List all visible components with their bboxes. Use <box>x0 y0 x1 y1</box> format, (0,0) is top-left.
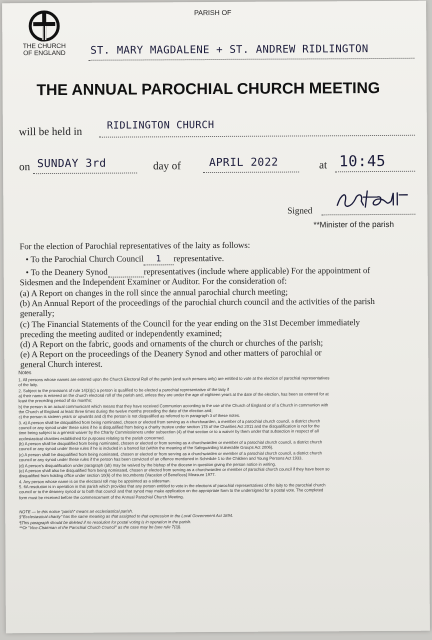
parish-name-line <box>88 58 414 61</box>
meeting-day: SUNDAY 3rd <box>37 156 107 171</box>
pcc-count-field <box>144 253 174 265</box>
logo-text-line2: OF ENGLAND <box>23 49 66 58</box>
note-line: 3. a) A person shall be disqualified from being nominated, chosen or elected from serving as a churchwarden, a member of a parochial church council, a district church <box>18 418 321 425</box>
footnotes <box>19 507 423 531</box>
footnote-line: §"Ecclesiastical charity" has the same meaning as that assigned to that expression in the Local Government Act 1894. <box>19 513 234 520</box>
note-line: disqualified from holding office under section 10(6) of the Incumbents (Vacation of Benefices) Measure 1977. <box>18 472 216 479</box>
note-line: time being subject to a general waiver by the Charity Commissioners under subsection (4) of that section or to a waiver by them under that subsection in respect of all <box>18 428 319 436</box>
note-line: c) the person is sixteen years or upwards and d) the person is not disqualified as referred to in paragraph 3 of these notes. <box>18 413 241 420</box>
meeting-time: 10:45 <box>338 151 386 171</box>
report-item: generally; <box>19 308 55 319</box>
signature-line <box>321 214 415 216</box>
note-line: 1. All persons whose names are entered upon the Church Electoral Roll of the parish (and such persons only) are entitled to vote at the election of parochial representatives <box>18 375 330 383</box>
report-item: (b) An Annual Report of the proceedings of the parochial church council and the activities of the parish <box>19 296 375 309</box>
notes-label: Notes <box>18 370 32 377</box>
note-line: council or to the deanery synod or to both that council and that synod may make application on the appropriate form to the undersigned for a postal vote. The completed <box>19 487 324 495</box>
note-line: least the preceding period of six months; <box>18 398 93 404</box>
sidesmen-line: Sidesmen and the Independent Examiner or Auditor. For the consideration of: <box>19 275 287 288</box>
note-line: the Church of England at least three times during the twelve months preceding the date of the election and; <box>18 408 213 415</box>
footnote-line: **Or "Vice-Chairman of the Parochial Church Council" as the case may be (see rule 7(3)). <box>19 524 182 531</box>
signed-label: Signed <box>287 205 313 216</box>
report-item: general Church interest. <box>20 359 103 370</box>
month-line <box>203 171 299 173</box>
note-line: 4. Any person whose name is on the electoral roll may be appointed as a sidesman. <box>18 477 171 484</box>
report-item: (e) A Report on the proceedings of the Deanery Synod and other matters of parochial or <box>20 347 322 360</box>
note-line: council or any synod under these rules if he is included in a barred list (within the meaning of the Safeguarding Vulnerable Groups Act 2006). <box>18 445 274 452</box>
parish-name: ST. MARY MAGDALENE + ST. ANDREW RIDLINGTON <box>90 43 369 57</box>
time-line <box>335 171 415 172</box>
pcc-suffix: representative. <box>173 252 225 264</box>
at-label: at <box>319 159 328 172</box>
pcc-count: 1 <box>155 254 162 265</box>
note-line: (d) A person's disqualification under paragraph (ab) may be waived by the bishop of the diocese in question giving the person notice in writing. <box>18 461 276 468</box>
day-line <box>33 172 137 174</box>
venue-line <box>99 135 415 138</box>
report-list <box>20 286 424 370</box>
election-intro: For the election of Parochial representatives of the laity as follows: <box>19 239 251 252</box>
deanery-suffix: representatives (include where applicable) For the appointment of <box>143 265 371 277</box>
cross-emblem-icon <box>27 9 61 43</box>
meeting-month-year: APRIL 2022 <box>209 155 279 170</box>
church-of-england-logo <box>14 9 74 57</box>
minister-signature <box>333 187 413 213</box>
footnote-line: ¶This paragraph should be deleted if no resolution for postal voting is in operation in the parish. <box>19 518 192 525</box>
note-line: council or any synod under these rules if he is disqualified from being a charity trustee under section 178 of the Charities Act 2011 and the disqualification is not for the <box>18 423 320 431</box>
minister-label: **Minister of the parish <box>313 219 394 230</box>
report-item: (d) A Report on the fabric, goods and ornaments of the church or churches of the parish; <box>20 337 324 350</box>
report-item: preceding the meeting audited or independently examined; <box>20 327 223 340</box>
footnote-line: NOTE — In this notice "parish" means an ecclesiastical parish. <box>19 508 133 515</box>
report-item: (c) The Financial Statements of the Council for the year ending on the 31st December immediately <box>20 316 360 329</box>
note-line: b) the person is an actual communicant which means that they have received Communion according to the use of the Church of England or of a Church in communion with <box>18 402 329 409</box>
note-line: 2. Subject to the provisions of rule 14(3)(c) a person is qualified to be elected a parochial representative of the laity if <box>18 386 229 393</box>
note-line: council or any synod under these rules if the person has been convicted of an offence mentioned in Schedule 1 to the Children and Young Persons Act 1933. <box>18 455 303 463</box>
page-title: THE ANNUAL PAROCHIAL CHURCH MEETING <box>36 79 381 100</box>
venue: RIDLINGTON CHURCH <box>106 120 215 132</box>
note-line: (e) A person shall also be disqualified from being nominated, chosen or elected from serving as a churchwarden or member of parochial church council if they have been so <box>18 466 330 474</box>
notice-sheet <box>2 1 430 634</box>
logo-text-line1: THE CHURCH <box>22 42 66 51</box>
note-line: a) their name is entered on the church electoral roll of the parish and, unless they are under the age of eighteen years at the date of the election, has been so entered for at <box>18 391 329 399</box>
pcc-prefix: • To the Parochial Church Council <box>25 253 144 265</box>
note-line: ecclesiastical charities established for purposes relating to the parish concerned. <box>18 435 165 441</box>
note-line: of the laity. <box>18 382 38 388</box>
note-line: (c) A person shall be disqualified from being nominated, chosen or elected or from serving as a churchwarden or member of a parochial church council, a district church <box>18 450 322 458</box>
held-in-label: will be held in <box>18 125 83 139</box>
report-item: (a) A Report on changes in the roll since the annual parochial church meeting; <box>19 286 288 299</box>
note-line: 5. 6A resolution is in operation in this parish which provides that any person entitled to vote in the elections of parochial representatives of the laity to the parochial church <box>19 482 326 490</box>
day-of-label: day of <box>153 160 181 173</box>
pcc-line <box>26 253 224 266</box>
notes-list <box>18 375 423 500</box>
on-label: on <box>19 161 31 174</box>
deanery-prefix: • To the Deanery Synod <box>25 266 108 278</box>
note-line: (b) A person shall be disqualified from being nominated, chosen or elected or from serving as a churchwarden or member of a parochial church council, a district church <box>18 439 323 447</box>
note-line: form must be received before the commencement of the Annual Parochial Church Meeting. <box>19 493 184 500</box>
parish-of-label: PARISH OF <box>194 9 232 18</box>
